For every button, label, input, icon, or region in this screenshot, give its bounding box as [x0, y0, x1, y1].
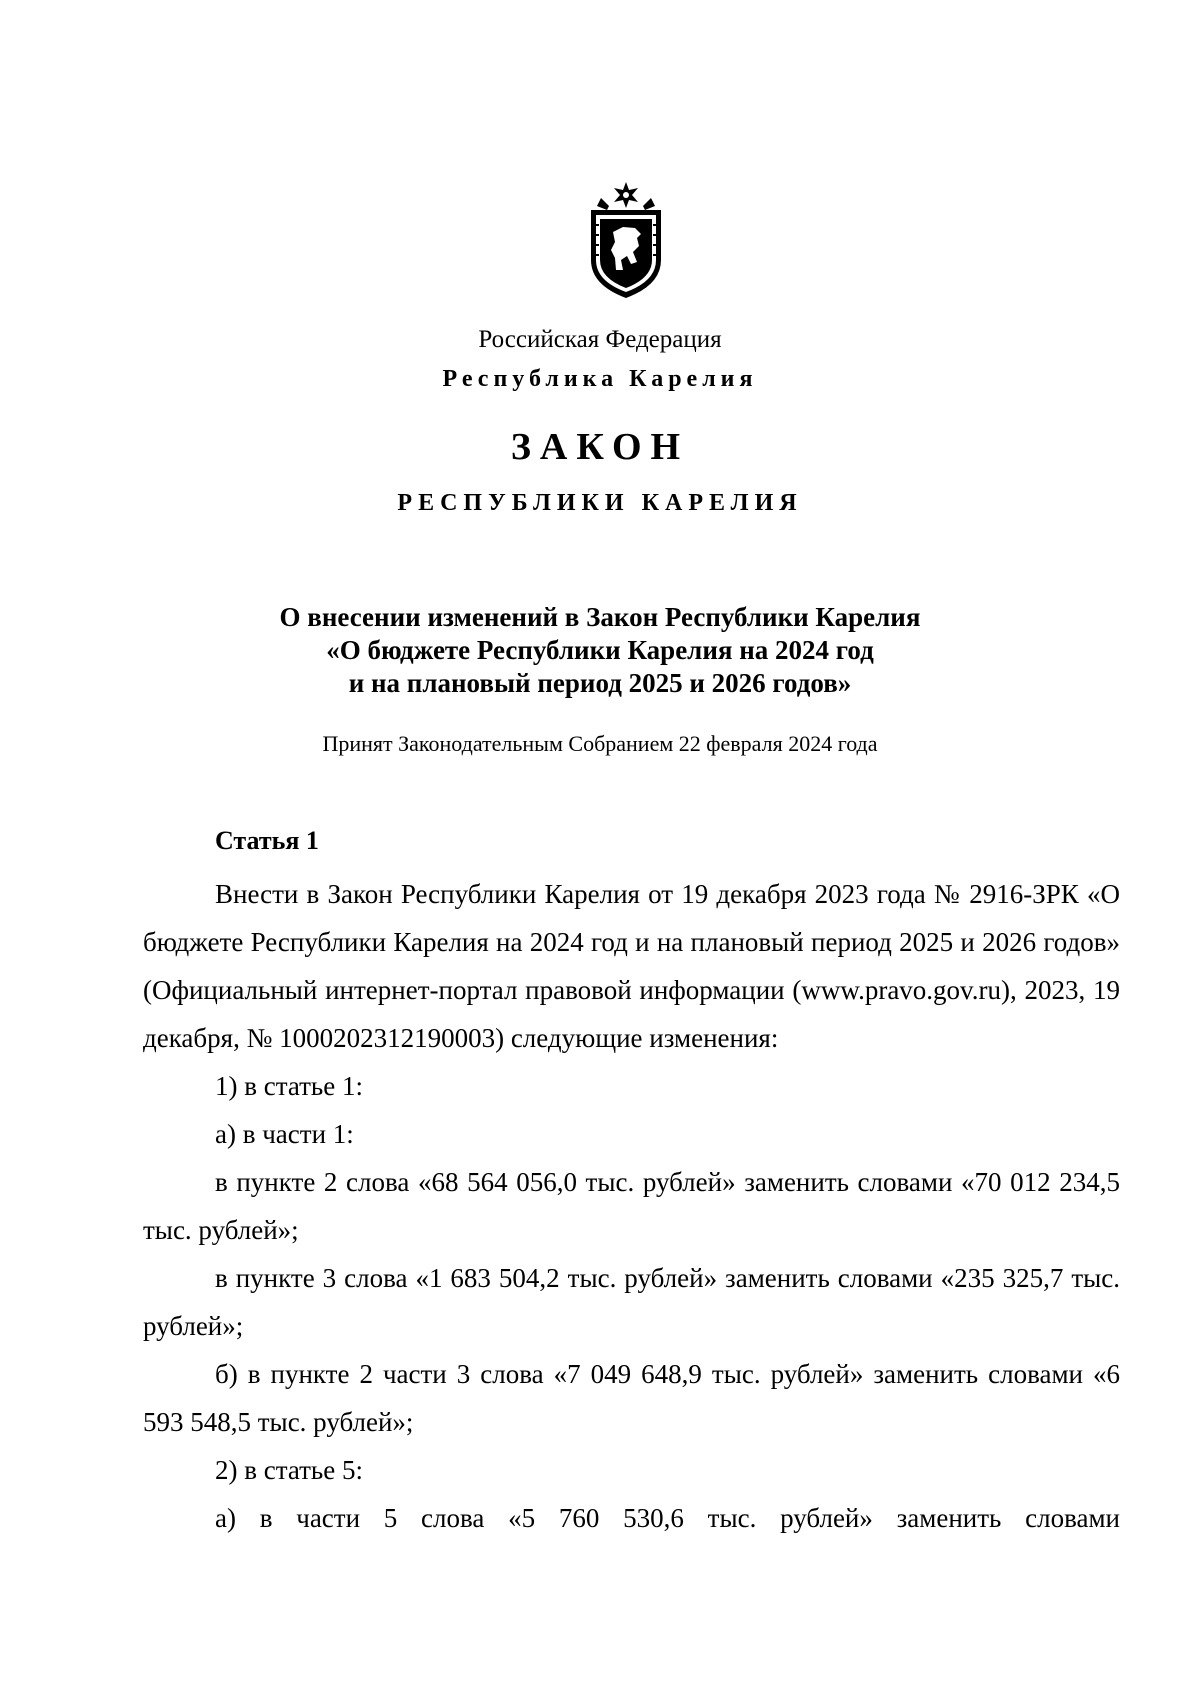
document-title — [0, 601, 1200, 700]
law-subheading: РЕСПУБЛИКИ КАРЕЛИЯ — [397, 490, 803, 516]
article-paragraph: в пункте 2 слова «68 564 056,0 тыс. рублей» заменить словами «70 012 234,5 тыс. рублей»; — [143, 1167, 1120, 1245]
article-paragraph: 1) в статье 1: — [215, 1071, 363, 1101]
document-title-line: и на плановый период 2025 и 2026 годов» — [348, 668, 852, 698]
article-paragraph: в пункте 3 слова «1 683 504,2 тыс. рублей» заменить словами «235 325,7 тыс. рублей»; — [143, 1263, 1120, 1341]
article-paragraph: Внести в Закон Республики Карелия от 19 декабря 2023 года № 2916-ЗРК «О бюджете Республики Карелия на 2024 год и на плановый период 2025 и 2026 годов» (Официальный интернет-портал правовой информации (www.pravo.gov.ru), 2023, 19 декабря, № 1000202312190003) следующие изменения: — [143, 879, 1120, 1053]
law-heading: ЗАКОН — [510, 426, 690, 468]
article-paragraph: 2) в статье 5: — [215, 1455, 363, 1485]
federation-label: Российская Федерация — [478, 326, 722, 353]
article-heading: Статья 1 — [215, 826, 319, 855]
karelia-coat-of-arms-icon — [583, 180, 669, 300]
article-paragraph: б) в пункте 2 части 3 слова «7 049 648,9 тыс. рублей» заменить словами «6 593 548,5 тыс. рублей»; — [143, 1359, 1120, 1437]
document-title-line: О внесении изменений в Закон Республики Карелия — [279, 602, 921, 632]
adoption-note: Принят Законодательным Собранием 22 февраля 2024 года — [322, 731, 878, 756]
article-paragraph: а) в части 5 слова «5 760 530,6 тыс. рублей» заменить словами — [215, 1503, 1120, 1533]
document-title-line: «О бюджете Республики Карелия на 2024 год — [326, 635, 874, 665]
article-body — [143, 870, 1120, 1542]
republic-label: Республика Карелия — [442, 366, 758, 392]
article-paragraph: а) в части 1: — [215, 1119, 354, 1149]
